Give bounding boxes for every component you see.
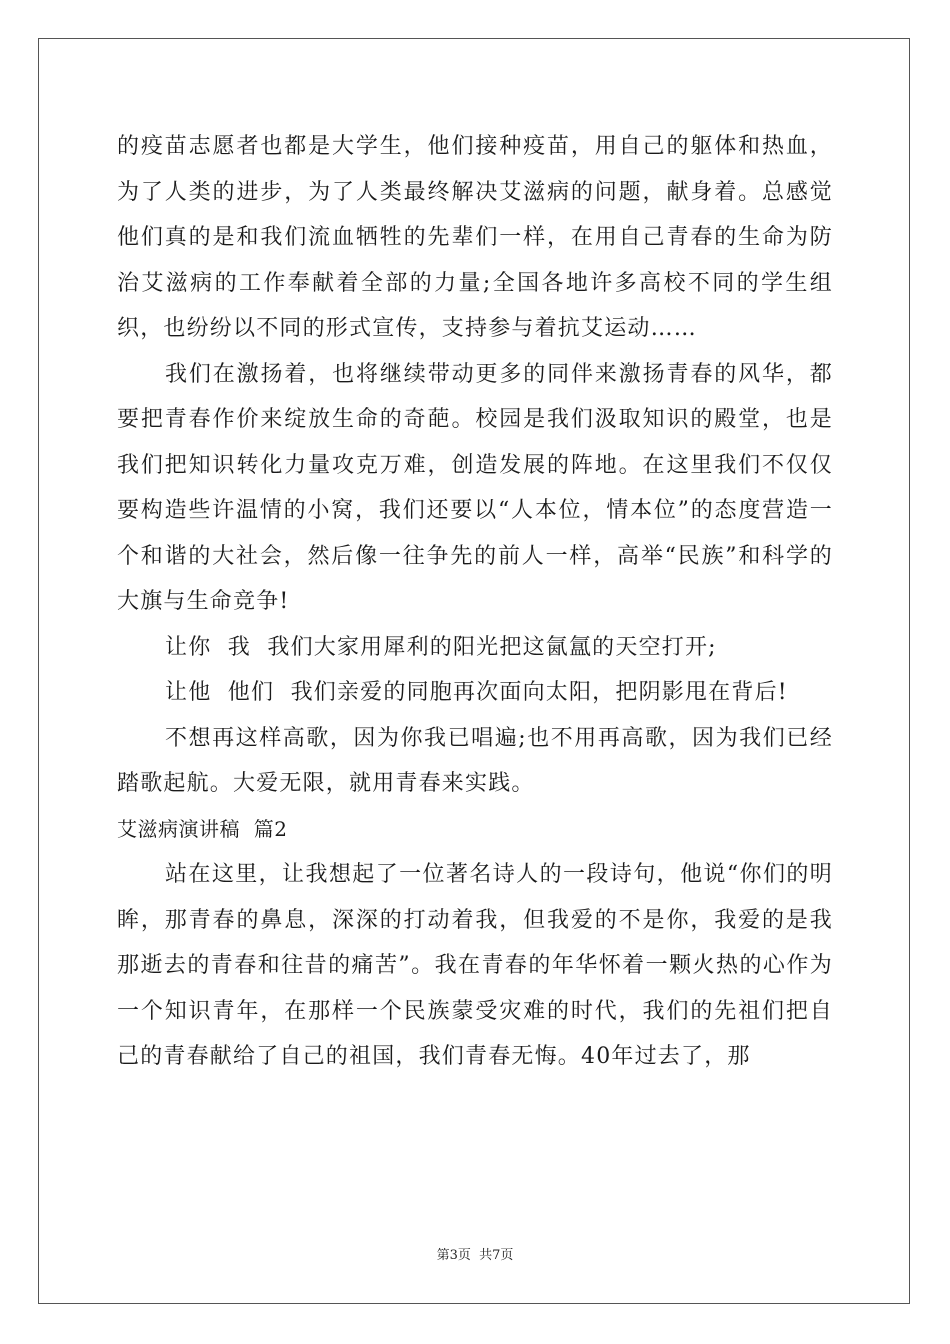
- page-number: 第3页: [436, 1248, 471, 1263]
- document-body: [117, 124, 833, 1080]
- paragraph-verse-1: 让你 我 我们大家用犀利的阳光把这氤氲的天空打开;: [165, 634, 717, 660]
- paragraph-continuation: 的疫苗志愿者也都是大学生，他们接种疫苗，用自己的躯体和热血，为了人类的进步，为了人类最终解决艾滋病的问题，献身着。总感觉他们真的是和我们流血牺牲的先辈们一样，在用自己青春的生命为防治艾滋病的工作奉献着全部的力量;全国各地许多高校不同的学生组织，也纷纷以不同的形式宣传，支持参与着抗艾运动……: [117, 134, 833, 341]
- page-footer: [0, 1244, 950, 1263]
- section-title: 艾滋病演讲稿 篇2: [117, 816, 288, 841]
- paragraph-section-2: 站在这里，让我想起了一位著名诗人的一段诗句，他说“你们的明眸，那青春的鼻息，深深的打动着我，但我爱的不是你，我爱的是我那逝去的青春和往昔的痛苦”。我在青春的年华怀着一颗火热的心作为一个知识青年，在那样一个民族蒙受灾难的时代，我们的先祖们把自己的青春献给了自己的祖国，我们青春无悔。40年过去了，那: [117, 862, 833, 1069]
- paragraph-verse-2: 让他 他们 我们亲爱的同胞再次面向太阳，把阴影甩在背后!: [165, 680, 788, 705]
- page-total: 共7页: [479, 1248, 514, 1263]
- paragraph-closing: 不想再这样高歌，因为你我已唱遍;也不用再高歌，因为我们已经踏歌起航。大爱无限，就用青春来实践。: [117, 725, 833, 796]
- paragraph-youth: 我们在激扬着，也将继续带动更多的同伴来激扬青春的风华，都要把青春作价来绽放生命的奇葩。校园是我们汲取知识的殿堂，也是我们把知识转化力量攻克万难，创造发展的阵地。在这里我们不仅仅要构造些许温情的小窝，我们还要以“人本位，情本位”的态度营造一个和谐的大社会，然后像一往争先的前人一样，高举“民族”和科学的大旗与生命竞争!: [117, 361, 833, 614]
